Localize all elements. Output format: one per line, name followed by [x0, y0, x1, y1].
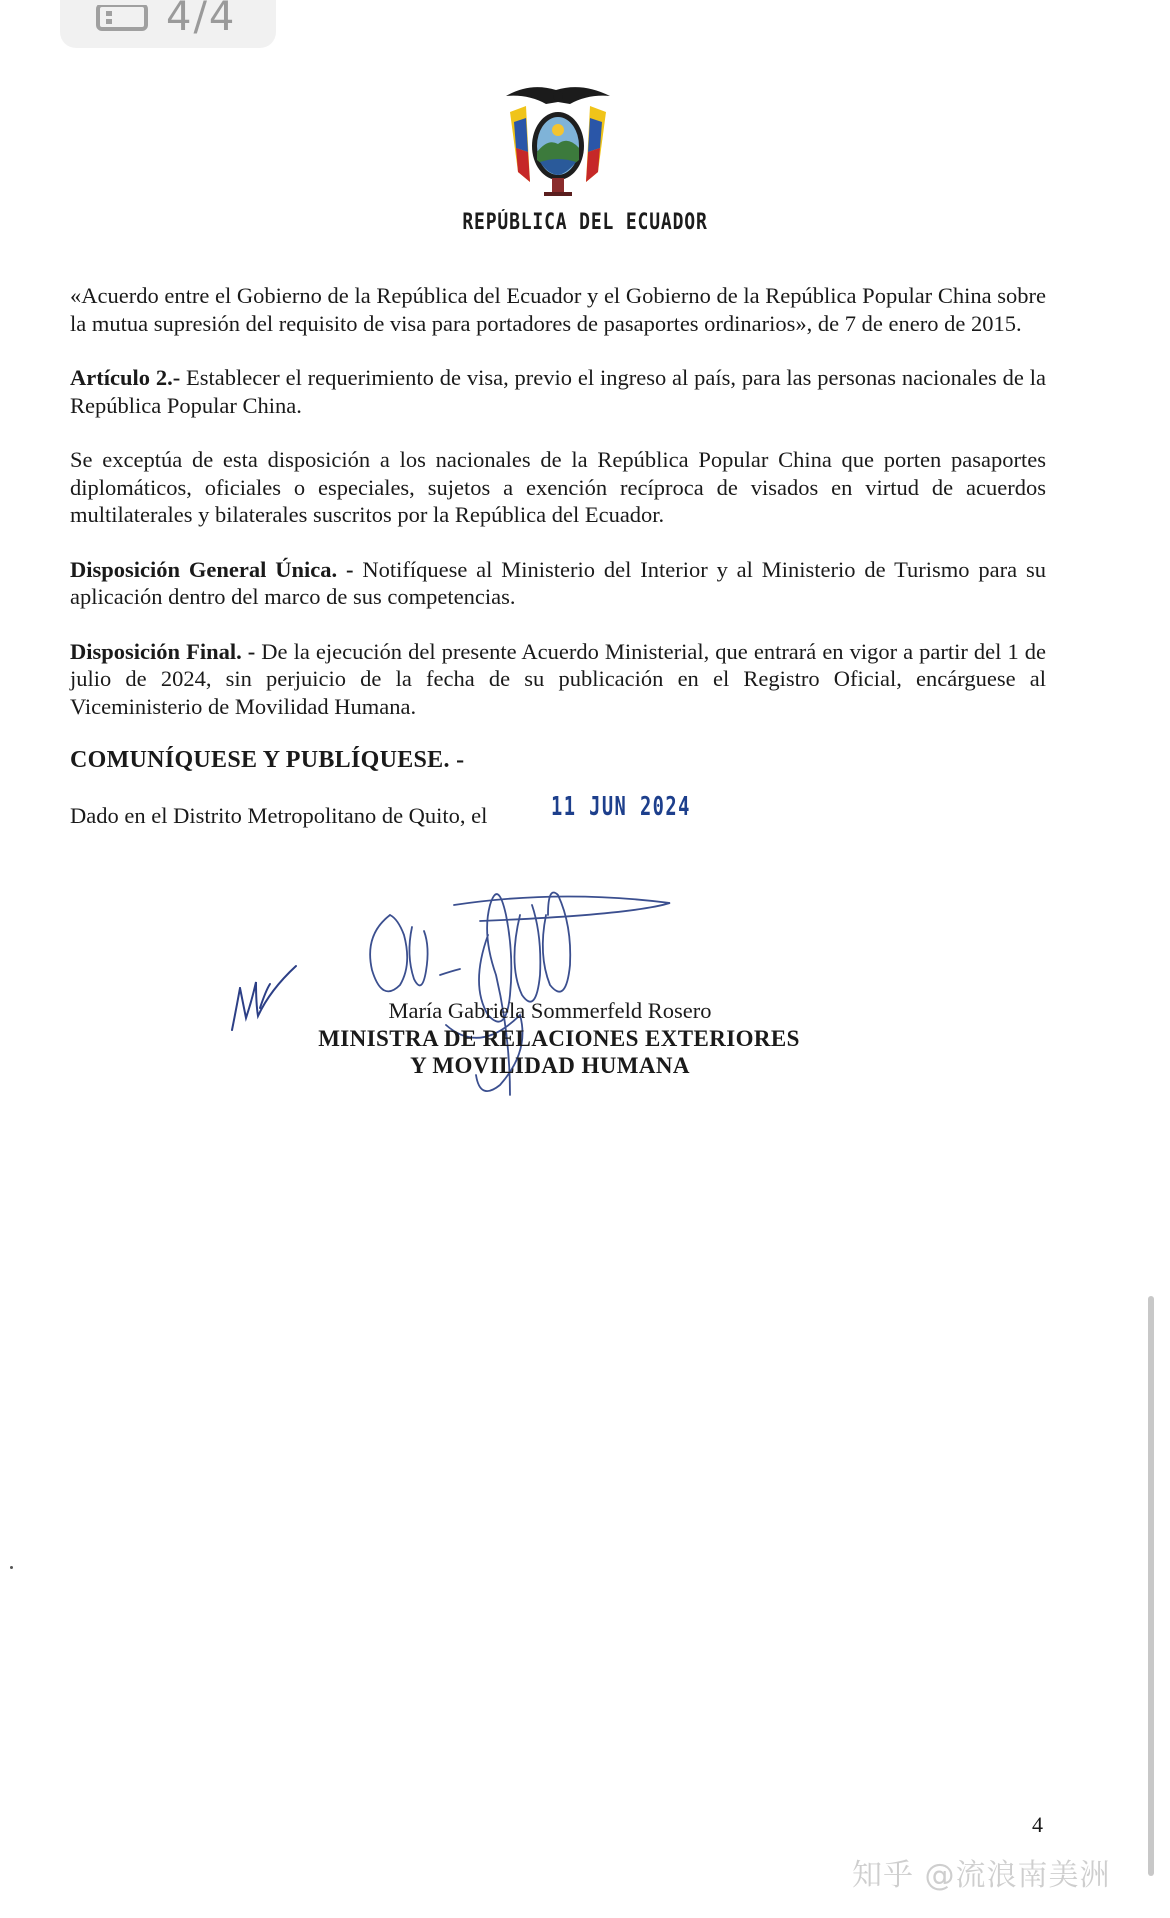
page-counter	[60, 0, 276, 48]
closing-formula: COMUNÍQUESE Y PUBLÍQUESE. -	[70, 747, 465, 773]
final-provision-text: De la ejecución del presente Acuerdo Ministerial, que entrará en vigor a partir del 1 de julio de 2024, sin perjuicio de la fecha de su publicación en el Registro Oficial, encárguese al Viceministerio de Movilidad Humana.	[70, 638, 1046, 719]
page-counter-text: 4/4	[166, 0, 237, 40]
general-provision-label: Disposición General Única. -	[70, 556, 354, 582]
scrollbar[interactable]	[1148, 1296, 1154, 1876]
signatory-name: María Gabriela Sommerfeld Rosero	[388, 998, 712, 1023]
scan-speck	[10, 1566, 13, 1569]
general-provision-text: Notifíquese al Ministerio del Interior y al Ministerio de Turismo para su aplicación dentro del marco de sus competencias.	[70, 556, 1046, 609]
signatory-title-line-1: MINISTRA DE RELACIONES EXTERIORES	[318, 1026, 800, 1051]
final-provision-label: Disposición Final. -	[70, 638, 256, 664]
republic-title: REPÚBLICA DEL ECUADOR	[462, 210, 708, 235]
coat-of-arms-icon	[500, 82, 616, 202]
date-stamp: 11 JUN 2024	[551, 791, 691, 822]
final-provision-paragraph	[70, 638, 1046, 721]
watermark: 知乎 @流浪南美洲	[852, 1858, 1111, 1893]
article-2-paragraph	[70, 364, 1046, 419]
agreement-paragraph: «Acuerdo entre el Gobierno de la República del Ecuador y el Gobierno de la República Popular China sobre la mutua supresión del requisito de visa para portadores de pasaportes ordinarios», de 7 de enero de 2015.	[70, 283, 1046, 336]
article-2-text: Establecer el requerimiento de visa, previo el ingreso al país, para las personas nacionales de la República Popular China.	[70, 365, 1046, 418]
signatory-title-line-2: Y MOVILIDAD HUMANA	[410, 1053, 690, 1078]
article-2-label: Artículo 2.-	[70, 365, 181, 390]
document-body	[70, 282, 1046, 856]
exception-paragraph: Se exceptúa de esta disposición a los nacionales de la República Popular China que porten pasaportes diplomáticos, oficiales o especiales, sujetos a exención recíproca de visados en virtud de acuerdos multilaterales y bilaterales suscritos por la República del Ecuador.	[70, 447, 1046, 527]
page-number: 4	[1032, 1812, 1043, 1837]
given-in-text: Dado en el Distrito Metropolitano de Quito, el	[70, 802, 488, 828]
general-provision-paragraph	[70, 556, 1046, 611]
given-in-line	[70, 791, 1046, 830]
pages-icon	[96, 5, 148, 33]
